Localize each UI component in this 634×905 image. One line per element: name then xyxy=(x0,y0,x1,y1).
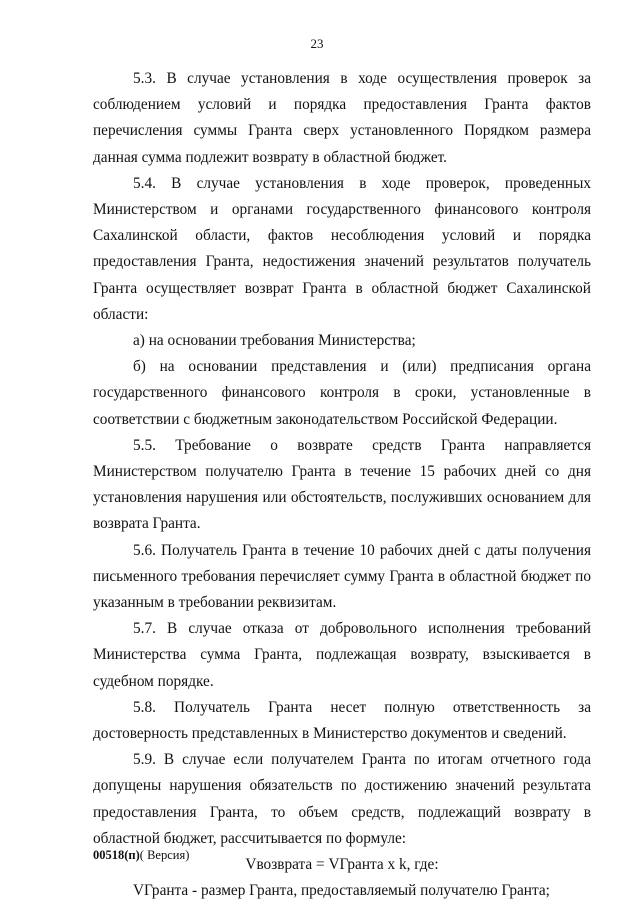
document-version: ( Версия) xyxy=(139,848,190,862)
paragraph-5-5: 5.5. Требование о возврате средств Гранта направляется Министерством получателю Гранта в течение 15 рабочих дней со дня установления нарушения или обстоятельств, послуживших основанием для возврата Гранта. xyxy=(93,436,591,533)
paragraph-5-4-b: б) на основании представления и (или) предписания органа государственного финансового контроля в сроки, установленные в соответствии с бюджетным законодательством Российской Федерации. xyxy=(93,358,591,428)
formula: Vвозврата = VГранта x k, где: xyxy=(245,856,439,874)
paragraph-5-4: 5.4. В случае установления в ходе проверок, проведенных Министерством и органами государственного финансового контроля Сахалинской области, фактов несоблюдения условий и порядка предоставления Гранта, недостижения значений результатов получатель Гранта осуществляет возврат Гранта в областной бюджет Сахалинской области: xyxy=(93,174,591,323)
document-body xyxy=(93,66,591,905)
paragraph-5-6: 5.6. Получатель Гранта в течение 10 рабочих дней с даты получения письменного требования перечисляет сумму Гранта в областной бюджет по указанным в требовании реквизитам. xyxy=(93,541,591,612)
document-footer xyxy=(93,848,189,863)
paragraph-5-8: 5.8. Получатель Гранта несет полную ответственность за достоверность представленных в Министерство документов и сведений. xyxy=(93,698,591,743)
paragraph-5-3: 5.3. В случае установления в ходе осуществления проверок за соблюдением условий и порядка предоставления Гранта фактов перечисления суммы Гранта сверх установленного Порядком размера данная сумма подлежит возврату в областной бюджет. xyxy=(93,70,591,166)
page-number: 23 xyxy=(310,36,324,51)
paragraph-5-7: 5.7. В случае отказа от добровольного исполнения требований Министерства сумма Гранта, подлежащая возврату, взыскивается в судебном порядке. xyxy=(93,620,591,690)
formula-definition: VГранта - размер Гранта, предоставляемый получателю Гранта; xyxy=(133,882,550,900)
paragraph-5-4-a: а) на основании требования Министерства; xyxy=(133,332,416,350)
paragraph-5-9: 5.9. В случае если получателем Гранта по итогам отчетного года допущены нарушения обязательств по достижению значений результата предоставления Гранта, то объем средств, подлежащий возврату в областной бюджет, рассчитывается по формуле: xyxy=(93,751,591,847)
document-code: 00518(п) xyxy=(93,848,140,862)
